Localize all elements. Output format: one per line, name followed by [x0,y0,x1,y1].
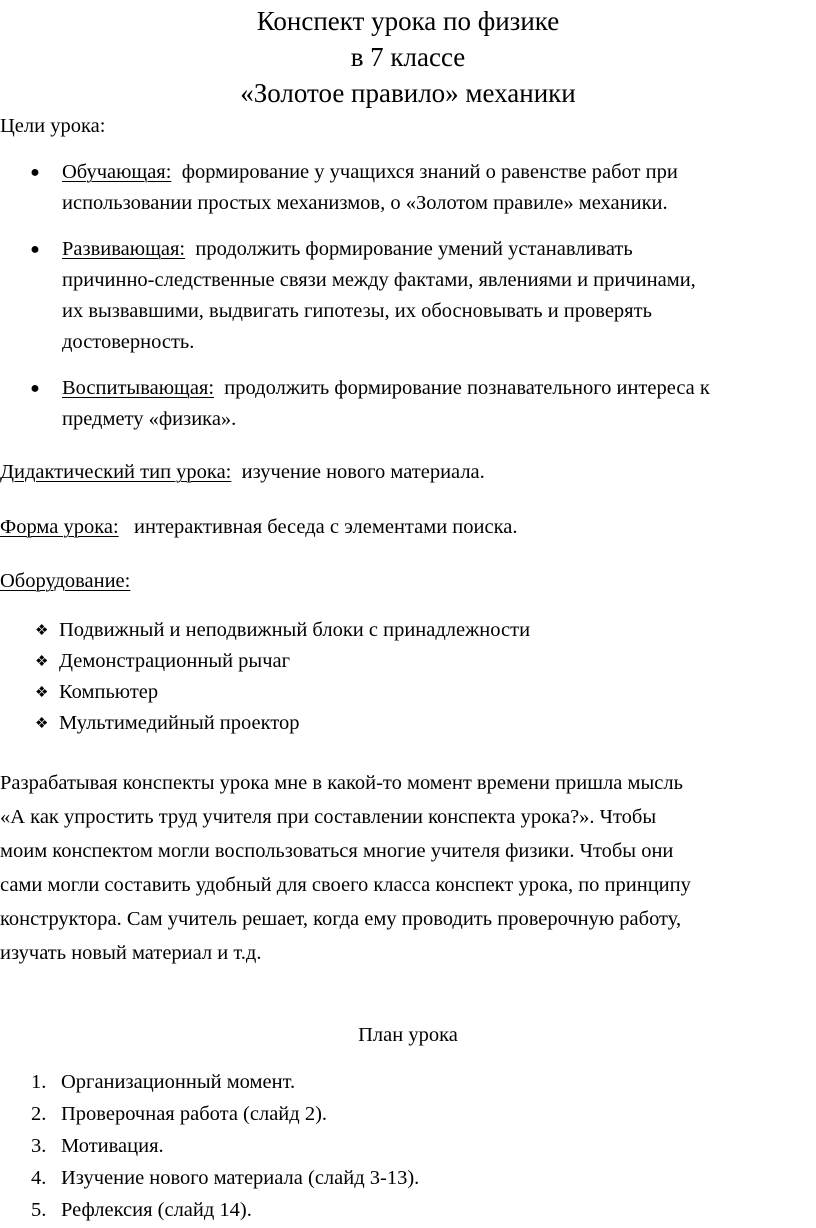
goal-line: использовании простых механизмов, о «Золотом правиле» механики. [62,192,668,214]
body-paragraph [0,766,790,970]
diamond-bullet-icon: ❖ [35,623,49,639]
goal-label: Развивающая: [62,238,186,260]
goal-line: их вызвавшими, выдвигать гипотезы, их обосновывать и проверять [62,300,652,322]
bullet-icon: ● [30,380,40,397]
goal-item-developing [30,234,814,358]
goal-line: предмету «физика». [62,408,237,430]
goal-line: Воспитывающая: продолжить формирование познавательного интереса к [62,377,710,399]
paragraph-line: сами могли составить удобный для своего класса конспект урока, по принципу [0,874,691,896]
title-line-2: в 7 классе [350,42,466,72]
goal-line: причинно-следственные связи между фактами, явлениями и причинами, [62,269,696,291]
bullet-icon: ● [30,164,40,181]
goals-heading: Цели урока: [0,115,106,137]
paragraph-line: Разрабатывая конспекты урока мне в какой-то момент времени пришла мысль [0,772,683,794]
equipment-heading: Оборудование: [0,570,131,592]
plan-item: 5. Рефлексия (слайд 14). [31,1199,252,1221]
diamond-bullet-icon: ❖ [35,685,49,701]
title-line-1: Конспект урока по физике [256,6,560,36]
goal-label: Воспитывающая: [62,377,215,399]
equipment-item: ❖ Подвижный и неподвижный блоки с принадлежности [35,615,530,647]
paragraph-line: изучать новый материал и т.д. [0,942,262,964]
lesson-form-value: интерактивная беседа с элементами поиска. [134,516,518,538]
equipment-item: ❖ Демонстрационный рычаг [35,646,290,678]
lesson-form-label: Форма урока: [0,516,119,538]
lesson-form [0,512,517,543]
diamond-bullet-icon: ❖ [35,654,49,670]
lesson-type [0,457,485,488]
paragraph-line: «А как упростить труд учителя при составлении конспекта урока?». Чтобы [0,806,657,828]
goal-line: достоверность. [62,331,195,353]
goal-label: Обучающая: [62,161,172,183]
title-line-3: «Золотое правило» механики [240,78,576,108]
plan-item: 1. Организационный момент. [31,1071,296,1093]
goal-line: Развивающая: продолжить формирование умений устанавливать [62,238,633,260]
goal-line: Обучающая: формирование у учащихся знаний о равенстве работ при [62,161,678,183]
plan-item: 4. Изучение нового материала (слайд 3-13). [31,1167,420,1189]
plan-item: 3. Мотивация. [31,1135,164,1157]
equipment-item: ❖ Мультимедийный проектор [35,708,300,740]
plan-item: 2. Проверочная работа (слайд 2). [31,1103,328,1125]
lesson-type-label: Дидактический тип урока: [0,461,232,483]
diamond-bullet-icon: ❖ [35,716,49,732]
goal-item-educating [30,373,814,435]
lesson-type-value: изучение нового материала. [241,461,485,483]
goal-item-teaching [30,157,814,219]
paragraph-line: моим конспектом могли воспользоваться многие учителя физики. Чтобы они [0,840,674,862]
bullet-icon: ● [30,241,40,258]
paragraph-line: конструктора. Сам учитель решает, когда ему проводить проверочную работу, [0,908,682,930]
equipment-item: ❖ Компьютер [35,677,158,709]
plan-title: План урока [358,1024,458,1046]
